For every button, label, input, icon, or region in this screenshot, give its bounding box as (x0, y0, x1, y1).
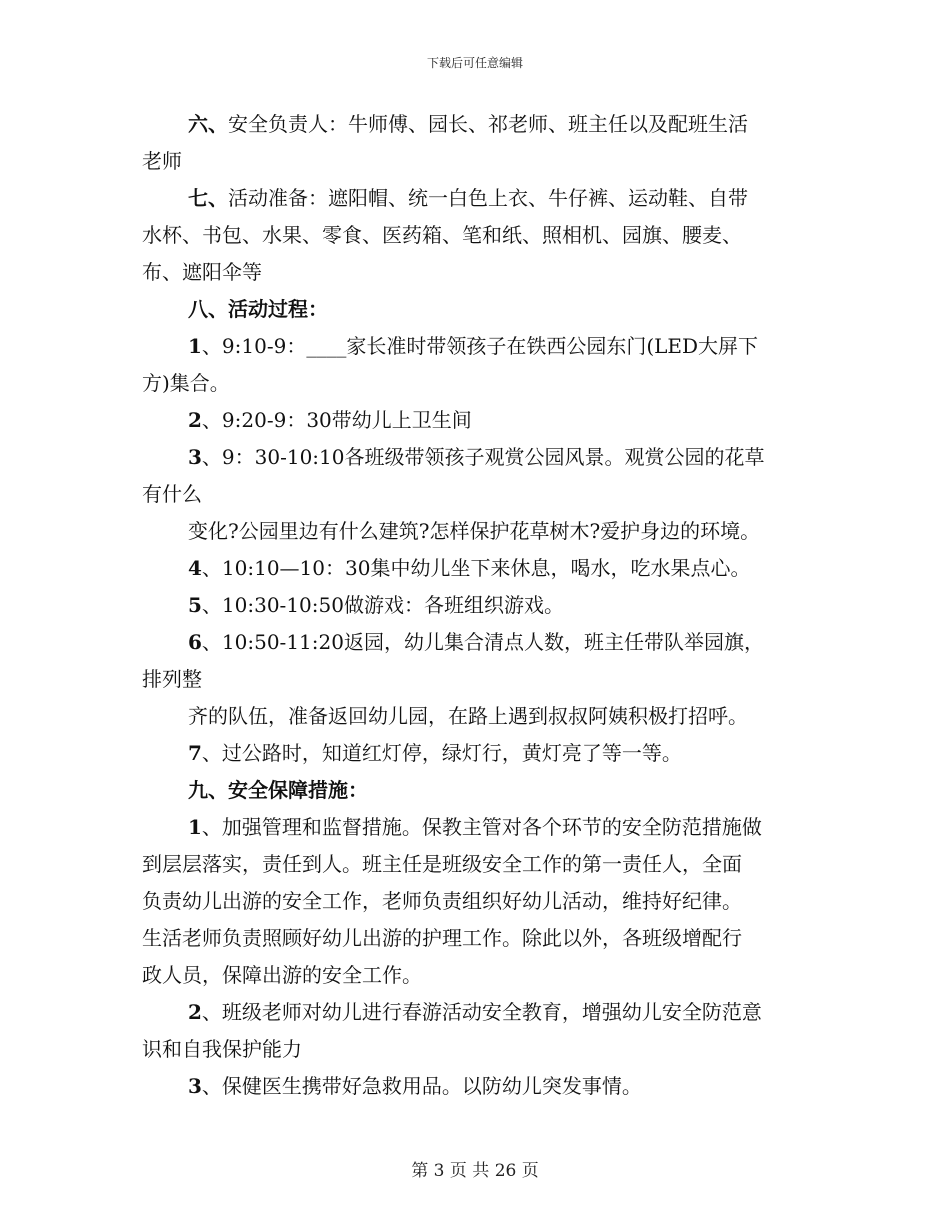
text-line (142, 994, 812, 1031)
line-text: 齐的队伍，准备返回幼儿园，在路上遇到叔叔阿姨积极打招呼。 (188, 704, 748, 728)
text-line (142, 476, 812, 513)
section-number: 3 (188, 1074, 202, 1098)
section-number: 七、 (188, 186, 228, 210)
line-text: 政人员，保障出游的安全工作。 (142, 963, 422, 987)
text-line (142, 920, 812, 957)
text-line (142, 180, 812, 217)
section-number: 六、 (188, 112, 228, 136)
line-text: 到层层落实，责任到人。班主任是班级安全工作的第一责任人，全面 (142, 852, 742, 876)
line-text: 方)集合。 (142, 371, 230, 395)
text-line (142, 106, 812, 143)
line-text: 、9:10-9：____家长准时带领孩子在铁西公园东门(LED大屏下 (201, 334, 759, 358)
line-text: 、班级老师对幼儿进行春游活动安全教育，增强幼儿安全防范意 (201, 1000, 762, 1024)
text-line (142, 328, 812, 365)
line-text: 水杯、书包、水果、零食、医药箱、笔和纸、照相机、园旗、腰麦、 (142, 223, 742, 247)
line-text: 活动准备：遮阳帽、统一白色上衣、牛仔裤、运动鞋、自带 (228, 186, 748, 210)
text-line (142, 254, 812, 291)
section-number: 1 (188, 815, 202, 839)
text-line (142, 735, 812, 772)
line-text: 变化?公园里边有什么建筑?怎样保护花草树木?爱护身边的环境。 (188, 519, 761, 543)
line-text: 负责幼儿出游的安全工作，老师负责组织好幼儿活动，维持好纪律。 (142, 889, 742, 913)
text-line (142, 1068, 812, 1105)
text-line (142, 1031, 812, 1068)
line-text: 安全负责人：牛师傅、园长、祁老师、班主任以及配班生活 (228, 112, 748, 136)
line-text: 、保健医生携带好急救用品。以防幼儿突发事情。 (201, 1074, 642, 1098)
section-number: 4 (188, 556, 202, 580)
text-line (142, 883, 812, 920)
line-text: 、9：30-10:10各班级带领孩子观赏公园风景。观赏公园的花草 (201, 445, 765, 469)
section-number: 3 (188, 445, 202, 469)
line-text: 、加强管理和监督措施。保教主管对各个环节的安全防范措施做 (201, 815, 762, 839)
page-header: 下载后可任意编辑 (426, 56, 523, 70)
line-text: 、10:30-10:50做游戏：各班组织游戏。 (201, 593, 564, 617)
text-line (142, 513, 812, 550)
text-line (142, 698, 812, 735)
text-line (142, 957, 812, 994)
document-body (142, 106, 812, 1105)
section-number: 1 (188, 334, 202, 358)
line-text: 、10:50-11:20返园，幼儿集合清点人数，班主任带队举园旗， (201, 630, 764, 654)
text-line (142, 439, 812, 476)
text-line (142, 365, 812, 402)
text-line (142, 291, 812, 328)
text-line (142, 624, 812, 661)
text-line (142, 402, 812, 439)
text-line (142, 550, 812, 587)
text-line (142, 809, 812, 846)
text-line (142, 217, 812, 254)
line-text: 有什么 (142, 482, 202, 506)
line-text: 、过公路时，知道红灯停，绿灯行，黄灯亮了等一等。 (201, 741, 682, 765)
section-number: 八、活动过程： (188, 297, 328, 321)
page-footer: 第 3 页 共 26 页 (411, 1161, 539, 1181)
line-text: 布、遮阳伞等 (142, 260, 262, 284)
section-number: 2 (188, 1000, 202, 1024)
line-text: 、9:20-9：30带幼儿上卫生间 (201, 408, 472, 432)
section-number: 九、安全保障措施： (188, 778, 368, 802)
section-number: 6 (188, 630, 202, 654)
text-line (142, 772, 812, 809)
line-text: 排列整 (142, 667, 202, 691)
text-line (142, 587, 812, 624)
section-number: 5 (188, 593, 202, 617)
line-text: 老师 (142, 149, 182, 173)
line-text: 、10:10—10：30集中幼儿坐下来休息，喝水，吃水果点心。 (201, 556, 751, 580)
section-number: 7 (188, 741, 202, 765)
line-text: 生活老师负责照顾好幼儿出游的护理工作。除此以外，各班级增配行 (142, 926, 742, 950)
line-text: 识和自我保护能力 (142, 1037, 302, 1061)
text-line (142, 143, 812, 180)
text-line (142, 846, 812, 883)
section-number: 2 (188, 408, 202, 432)
text-line (142, 661, 812, 698)
